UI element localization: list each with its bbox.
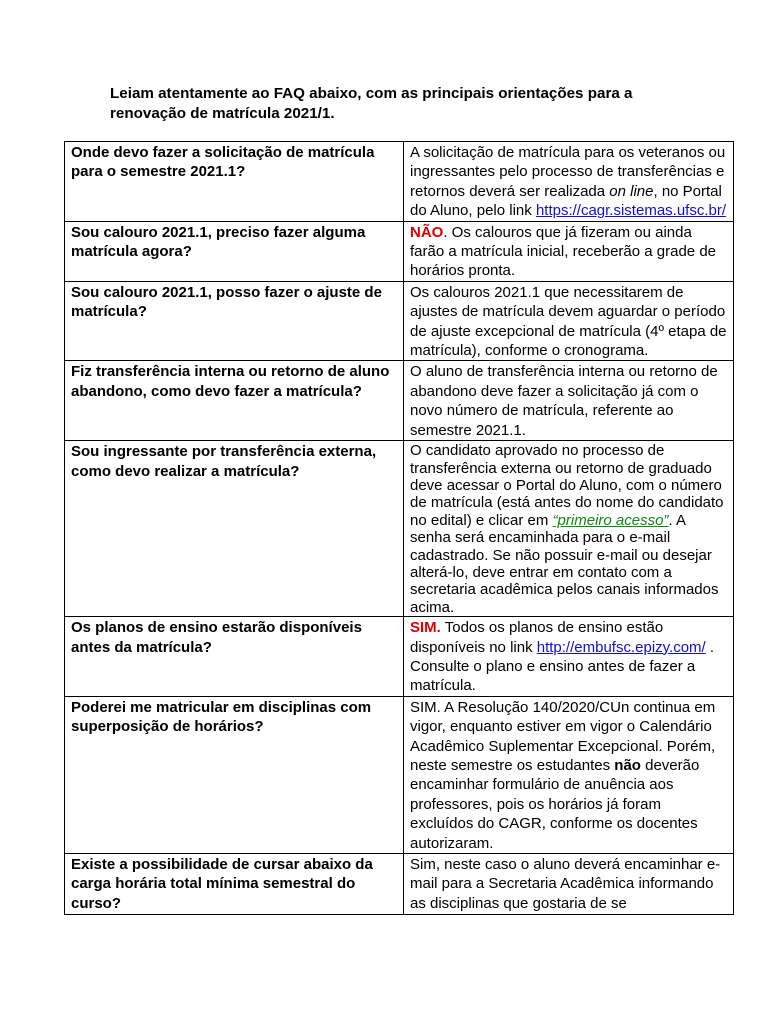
answer-cell: [404, 696, 734, 853]
answer-cell: [404, 142, 734, 222]
question-cell: Sou calouro 2021.1, posso fazer o ajuste de matrícula?: [65, 281, 404, 361]
answer-text: , no Portal do Aluno, pelo link: [410, 182, 722, 220]
cagr-link[interactable]: https://cagr.sistemas.ufsc.br/: [535, 202, 727, 220]
answer-italic: on line: [609, 182, 654, 200]
question-cell: Existe a possibilidade de cursar abaixo da carga horária total mínima semestral do curso?: [65, 854, 404, 915]
question-cell: Sou ingressante por transferência externa, como devo realizar a matrícula?: [65, 441, 404, 617]
table-row: [65, 142, 734, 222]
answer-flag: SIM.: [410, 619, 441, 637]
table-row: [65, 281, 734, 361]
question-cell: Sou calouro 2021.1, preciso fazer alguma matrícula agora?: [65, 221, 404, 281]
table-row: [65, 361, 734, 441]
primeiro-acesso-link[interactable]: “primeiro acesso”: [552, 511, 669, 529]
question-cell: Poderei me matricular em disciplinas com superposição de horários?: [65, 696, 404, 853]
answer-text: . Consulte o plano e ensino antes de fazer a matrícula.: [410, 638, 715, 695]
answer-text: Sim, neste caso o aluno deverá encaminhar e-mail para a Secretaria Acadêmica informando as disciplinas que gostaria de se: [410, 856, 721, 912]
answer-text: . Os calouros que já fizeram ou ainda farão a matrícula inicial, receberão a grade de horários pronta.: [410, 223, 717, 280]
answer-text: Todos os planos de ensino estão disponíveis no link: [410, 619, 664, 656]
answer-text: A solicitação de matrícula para os veteranos ou ingressantes pelo processo de transferências e retornos deverá ser realizada: [410, 144, 726, 200]
answer-bold: não: [614, 757, 641, 774]
answer-cell: [404, 617, 734, 697]
answer-cell: [404, 441, 734, 617]
answer-cell: O aluno de transferência interna ou retorno de abandono deve fazer a solicitação já com o novo número de matrícula, referente ao semestre 2021.1.: [404, 361, 734, 441]
intro-text: Leiam atentamente ao FAQ abaixo, com as principais orientações para a renovação de matrícula 2021/1.: [110, 85, 633, 122]
question-cell: Onde devo fazer a solicitação de matrícula para o semestre 2021.1?: [65, 142, 404, 222]
embufsc-link[interactable]: http://embufsc.epizy.com/: [536, 638, 706, 656]
answer-text: deverão encaminhar formulário de anuência aos professores, pois os horários já foram excluídos do CAGR, conforme os docentes autorizaram.: [410, 757, 700, 852]
question-cell: Fiz transferência interna ou retorno de aluno abandono, como devo fazer a matrícula?: [65, 361, 404, 441]
table-row: [65, 441, 734, 617]
table-row: [65, 221, 734, 281]
answer-text: . A senha será encaminhada para o e-mail cadastrado. Se não possuir e-mail ou desejar alterá-lo, deve entrar em contato com a secretaria acadêmica pelos canais informados acima.: [410, 511, 719, 616]
table-row: [65, 617, 734, 697]
table-row: [65, 854, 734, 915]
answer-flag: NÃO: [410, 223, 444, 241]
answer-text: O candidato aprovado no processo de transferência externa ou retorno de graduado deve acessar o Portal do Aluno, com o número de matrícula (está antes do nome do candidato no edital) e clicar em: [410, 442, 724, 529]
faq-table: [64, 141, 734, 915]
answer-cell: Os calouros 2021.1 que necessitarem de ajustes de matrícula devem aguardar o período de ajuste excepcional de matrícula (4º etapa de matrícula), conforme o cronograma.: [404, 281, 734, 361]
answer-cell: [404, 221, 734, 281]
answer-text: SIM. A Resolução 140/2020/CUn continua em vigor, enquanto estiver em vigor o Calendário Acadêmico Suplementar Excepcional. Porém, neste semestre os estudantes: [410, 698, 716, 774]
answer-cell: [404, 854, 734, 915]
table-row: [65, 696, 734, 853]
question-cell: Os planos de ensino estarão disponíveis antes da matrícula?: [65, 617, 404, 697]
